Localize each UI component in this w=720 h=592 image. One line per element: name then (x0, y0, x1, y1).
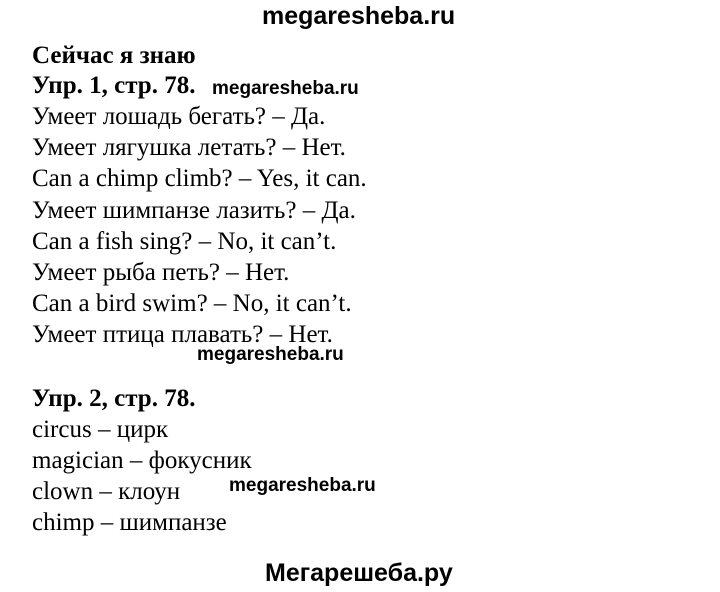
exercise-1-line: Умеет лягушка летать? – Нет. (32, 134, 346, 161)
exercise-2-line: chimp – шимпанзе (32, 509, 227, 536)
watermark-inline: megaresheba.ru (197, 344, 344, 365)
exercise-1-line: Умеет рыба петь? – Нет. (32, 259, 290, 286)
exercise-1-line: Can a fish sing? – No, it can’t. (32, 228, 337, 255)
exercise-1-line: Can a bird swim? – No, it can’t. (32, 290, 352, 317)
watermark-inline: megaresheba.ru (229, 475, 376, 496)
exercise-1-title: Упр. 1, стр. 78. (32, 72, 196, 99)
exercise-2-title: Упр. 2, стр. 78. (32, 385, 196, 412)
watermark-top: megaresheba.ru (262, 2, 456, 30)
exercise-2-line: magician – фокусник (32, 447, 252, 474)
section-heading: Сейчас я знаю (32, 42, 196, 69)
exercise-1-line: Умеет шимпанзе лазить? – Да. (32, 197, 356, 224)
watermark-inline: megaresheba.ru (212, 78, 359, 99)
exercise-1-line: Умеет лошадь бегать? – Да. (32, 103, 326, 130)
exercise-1-line: Can a chimp climb? – Yes, it can. (32, 165, 367, 192)
exercise-2-line: circus – цирк (32, 416, 169, 443)
watermark-bottom: Мегарешеба.ру (265, 559, 453, 587)
exercise-2-line: clown – клоун (32, 478, 181, 505)
exercise-1-line: Умеет птица плавать? – Нет. (32, 321, 333, 348)
